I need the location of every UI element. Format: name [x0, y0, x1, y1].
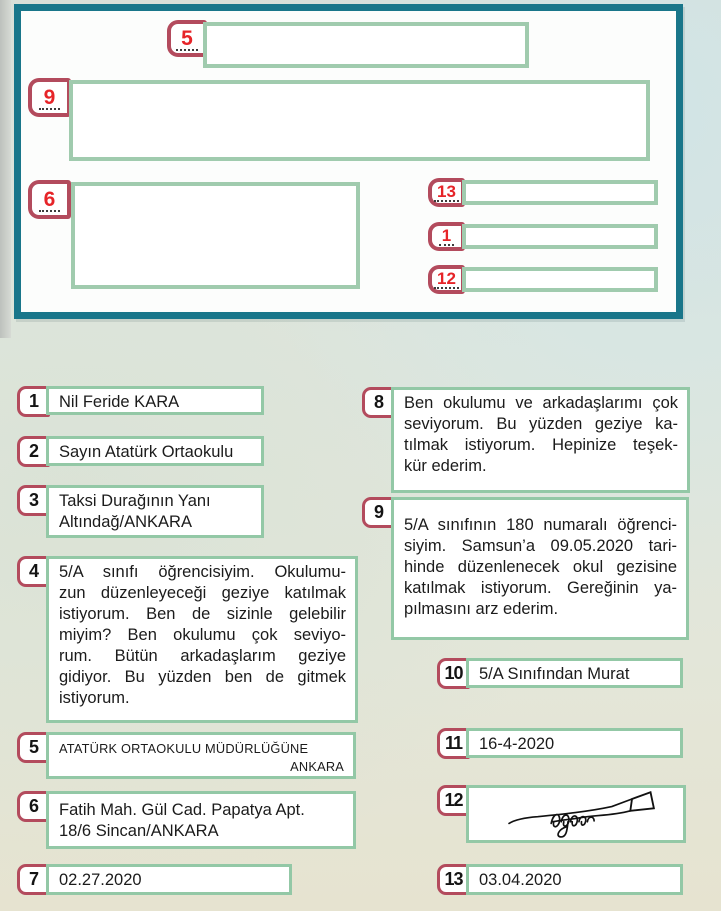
text-line: tılmak istiyorum. Hepinize teşek- [404, 436, 678, 454]
slot-tab-1 [428, 222, 465, 251]
item-text-box [46, 556, 358, 723]
text-line: Ben okulumu ve arkadaşlarımı çok [404, 394, 678, 412]
slot-tab-13 [428, 178, 465, 207]
text-line: ANKARA [290, 759, 344, 774]
blank-box-body [69, 80, 650, 161]
item-number: 2 [28, 441, 38, 461]
page-edge-shadow [0, 0, 11, 338]
text-line: istiyorum. Ben de sizinle gelebilir [59, 605, 346, 623]
blank-box-title [203, 22, 529, 68]
text-line: miyim? Ben okulumu çok seviyo- [59, 626, 346, 644]
slot-label-5: 5 [176, 27, 198, 51]
text-line: 03.04.2020 [479, 871, 562, 889]
text-line: 5/A sınıfının 180 numaralı öğrenci- [404, 516, 677, 534]
slot-label-13: 13 [434, 183, 459, 202]
text-line: katılmak istiyorum. Gereğinin ya- [404, 579, 677, 597]
item-number: 1 [28, 391, 38, 411]
text-line: seviyorum. Bu yüzden geziye ka- [404, 415, 678, 433]
text-line: gidiyor. Bu yüzden ben de gitmek [59, 668, 346, 686]
text-line: Taksi Durağının Yanı [59, 492, 211, 510]
text-line: 18/6 Sincan/ANKARA [59, 822, 219, 840]
item-number: 12 [444, 790, 463, 810]
text-line: pılmasını arz ederim. [404, 600, 559, 618]
slot-tab-9 [28, 78, 71, 117]
text-line: Nil Feride KARA [59, 393, 180, 411]
blank-box-address [71, 182, 360, 289]
item-text-box [46, 732, 356, 779]
text-line: 5/A Sınıfından Murat [479, 665, 630, 683]
petition-layout-diagram [14, 4, 683, 319]
item-text-box [391, 387, 690, 493]
text-line: kür ederim. [404, 457, 487, 475]
text-line: siyim. Samsun’a 09.05.2020 tari- [404, 537, 677, 555]
text-line: 5/A sınıfı öğrencisiyim. Okulumu- [59, 563, 346, 581]
item-text-box [46, 485, 264, 538]
slot-label-6: 6 [39, 188, 61, 212]
text-line: Sayın Atatürk Ortaokulu [59, 443, 234, 461]
item-number: 3 [28, 490, 38, 510]
item-text-box [46, 436, 264, 466]
item-number: 8 [373, 392, 383, 412]
slot-tab-12 [428, 265, 465, 294]
item-text-box [466, 728, 683, 758]
text-line: 02.27.2020 [59, 871, 142, 889]
item-number: 6 [28, 796, 38, 816]
slot-label-12: 12 [434, 270, 459, 289]
item-text-box [46, 386, 264, 415]
text-line: Fatih Mah. Gül Cad. Papatya Apt. [59, 801, 305, 819]
slot-tab-6 [28, 180, 71, 219]
slot-label-9: 9 [39, 86, 61, 110]
item-number: 13 [444, 869, 463, 889]
text-line: 16-4-2020 [479, 735, 555, 753]
signature-icon [504, 789, 664, 846]
item-text-box [466, 658, 683, 688]
text-line: zun düzenleyeceği geziye katılmak [59, 584, 346, 602]
slot-tab-5 [167, 20, 207, 57]
blank-box-signature [462, 267, 658, 292]
item-text-box [46, 864, 292, 895]
item-text-box [391, 497, 689, 640]
slot-label-1: 1 [439, 227, 454, 246]
text-line: Altındağ/ANKARA [59, 513, 192, 531]
item-number: 11 [444, 733, 463, 753]
item-number: 7 [28, 869, 38, 889]
item-number: 4 [28, 561, 38, 581]
item-number: 10 [444, 663, 463, 683]
blank-box-name [462, 224, 658, 249]
text-line: ATATÜRK ORTAOKULU MÜDÜRLÜĞÜNE [59, 741, 309, 756]
item-number: 5 [28, 737, 38, 757]
item-text-box [466, 864, 683, 895]
item-signature-box [466, 785, 686, 843]
text-line: rum. Bütün arkadaşlarım geziye [59, 647, 346, 665]
item-text-box [46, 791, 356, 849]
item-number: 9 [373, 502, 383, 522]
text-line: hinde düzenlenecek okul gezisine [404, 558, 677, 576]
text-line: istiyorum. [59, 689, 130, 707]
blank-box-date [462, 180, 658, 205]
